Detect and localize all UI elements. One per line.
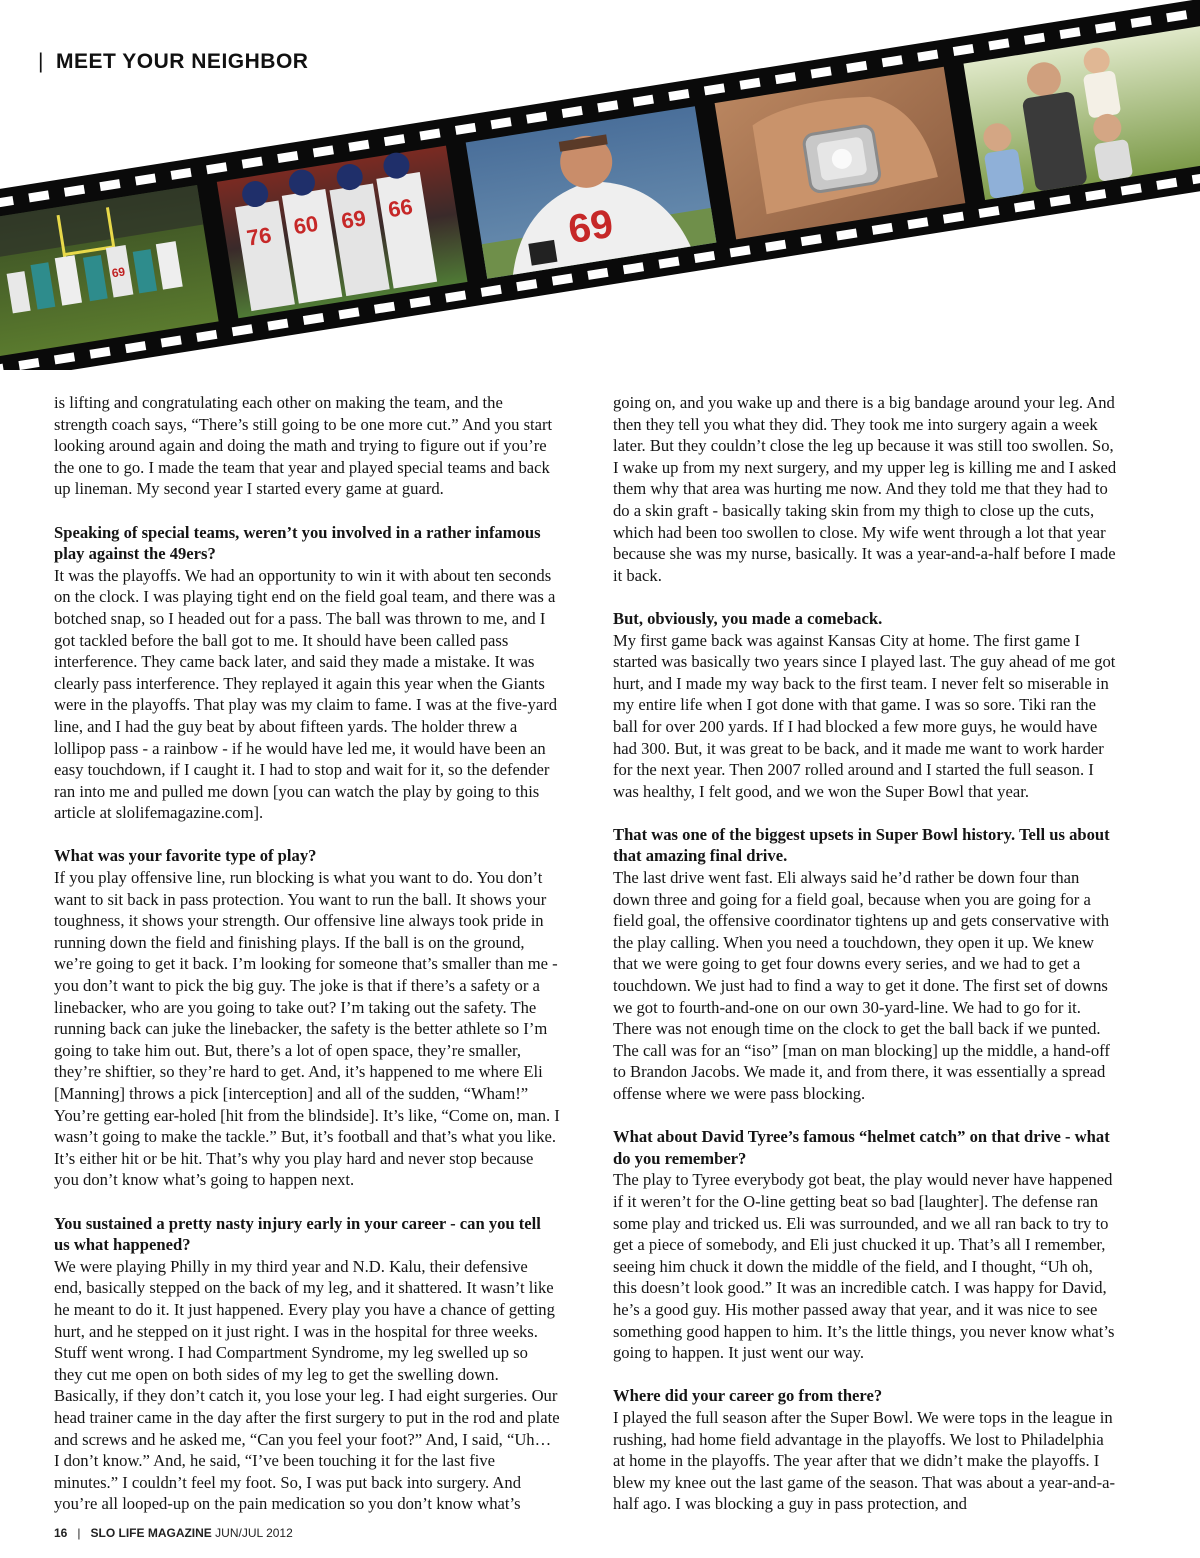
interview-exchange bbox=[613, 1126, 1119, 1364]
interview-answer: The play to Tyree everybody got beat, the play would never have happened if it weren’t for the O-line getting beat so bad [laughter]. The defense ran some play and tricked us. Eli was surrounded, and we all ran back to try to get a piece of somebody, and Eli just chucked it up. That’s all I remember, seeing him chuck it down the middle of the field, and I thought, “Uh oh, this doesn’t look good.” It was an incredible catch. I was happy for David, he’s a good guy. His mother passed away that year, and it was nice to see something good happen to him. It’s the little things, you never know what’s going to happen. It just went our way. bbox=[613, 1170, 1115, 1363]
magazine-name: SLO LIFE MAGAZINE bbox=[90, 1526, 212, 1540]
svg-text:69: 69 bbox=[110, 264, 127, 281]
interview-question: You sustained a pretty nasty injury early in your career - can you tell us what happened? bbox=[54, 1213, 541, 1255]
svg-text:66: 66 bbox=[386, 193, 415, 223]
interview-exchange bbox=[54, 392, 560, 500]
interview-answer: The last drive went fast. Eli always said he’d rather be down four than down three and going for a field goal, because when you are going for a field goal, the offensive coordinator tightens up and gets conservative with the play calling. When you need a touchdown, they open it up. We knew that we were going to get four downs every series, and we had to get a touchdown. We just had to find a way to get it done. The first set of downs we got to fourth-and-one on our own 30-yard-line. We had to go for it. There was not enough time on the clock to get the ball back if we punted. The call was for an “iso” [man on man blocking] up the middle, a hand-off to Brandon Jacobs. We made it, and from there, it was essentially a spread offense where we were pass blocking. bbox=[613, 868, 1110, 1103]
interview-answer: I played the full season after the Super Bowl. We were tops in the league in rushing, had home field advantage in the playoffs. We lost to Philadelphia at home in the playoffs. The year after that we didn’t make the playoffs. I blew my knee out the last game of the season. That was about a year-and-a-half ago. I was blocking a guy in pass protection, and bbox=[613, 1407, 1116, 1514]
issue-date: JUN/JUL 2012 bbox=[215, 1526, 293, 1540]
filmstrip bbox=[0, 0, 1200, 370]
interview-question: What was your favorite type of play? bbox=[54, 846, 317, 866]
interview-question: What about David Tyree’s famous “helmet catch” on that drive - what do you remember? bbox=[613, 1127, 1110, 1168]
right-column bbox=[613, 392, 1119, 1536]
interview-exchange bbox=[613, 392, 1119, 586]
section-title: MEET YOUR NEIGHBOR bbox=[55, 50, 309, 73]
left-column bbox=[54, 392, 560, 1536]
interview-answer: We were playing Philly in my third year and N.D. Kalu, their defensive end, basically stepped on the back of my leg, and it shattered. It wasn’t like he meant to do it. It just happened. Every play you have a chance of getting hurt, and he stepped on it just right. I was in the hospital for three weeks. Stuff went wrong. I had Compartment Syndrome, my leg swelled up so they cut me open on both sides of my leg to get the swelling down. Basically, if they don’t catch it, you lose your leg. I had eight surgeries. Our head trainer came in the day after the first surgery to put in the rod and plate and screws and he asked me, “Can you feel your foot?” And, I said, “Uh… I don’t know.” And, he said, “I’ve been touching it for the last five minutes.” I couldn’t feel my foot. So, I was put back into surgery. And you’re all looped-up on the pain medication so you don’t know what’s bbox=[54, 1256, 560, 1514]
interview-answer: is lifting and congratulating each other on making the team, and the strength coach says, “There’s still going to be one more cut.” And you start looking around again and doing the math and trying to figure out if you’re the one to go. I made the team that year and played special teams and back up lineman. My second year I started every game at guard. bbox=[54, 393, 553, 499]
interview-exchange bbox=[613, 824, 1119, 1105]
svg-text:69: 69 bbox=[339, 205, 368, 234]
interview-exchange bbox=[54, 522, 560, 824]
interview-answer: If you play offensive line, run blocking is what you want to do. You don’t want to sit back in pass protection. You want to run the ball. It shows your toughness, it shows your strength. Our offensive line always took pride in running down the field and finishing plays. If the ball is on the ground, we’re going to get it back. I’m looking for someone that’s smaller than me - you don’t want to pick the big guy. The joke is that if there’s a safety or a linebacker, who are you going to take out? I’m taking out the safety. The running back can juke the linebacker, the safety is the better athlete so I’m going to take him out. But, there’s a lot of open space, they’re smaller, they’re shiftier, so they’re hard to get. And, it’s happened to me where Eli [Manning] throws a pick [interception] and all of the sudden, “Wham!” You’re getting ear-holed [hit from the blindside]. It’s like, “Come on, man. I wasn’t going to make the tackle.” But, it’s football and that’s what you like. It’s either hit or be hit. That’s why you play hard and never stop because you don’t know what’s going to happen next. bbox=[54, 868, 560, 1190]
page-footer: 16 | SLO LIFE MAGAZINE JUN/JUL 2012 bbox=[54, 1526, 293, 1540]
svg-text:60: 60 bbox=[291, 210, 320, 240]
svg-text:69: 69 bbox=[565, 201, 617, 253]
interview-answer: It was the playoffs. We had an opportunity to win it with about ten seconds on the clock. I was playing tight end on the field goal team, and there was a botched snap, so I headed out for a pass. The ball was thrown to me, and I got tackled before the ball got to me. It should have been called pass interference. They came back later, and said they made a mistake. It was clearly pass interference. They replayed it again this year when the Giants were in the playoffs. That play was my claim to fame. I was at the five-yard line, and I had the guy beat by about fifteen yards. The holder threw a lollipop pass - a rainbow - if he would have led me, it would have been an easy touchdown, if I caught it. I had to stop and wait for it, so the defender ran into me and pulled me down [you can watch the play by going to this article at slolifemagazine.com]. bbox=[54, 565, 558, 823]
interview-exchange bbox=[613, 608, 1119, 802]
page-number: 16 bbox=[54, 1526, 68, 1540]
interview-exchange bbox=[54, 845, 560, 1191]
section-label: | MEET YOUR NEIGHBOR bbox=[38, 50, 309, 73]
interview-exchange bbox=[54, 1213, 560, 1515]
interview-question: But, obviously, you made a comeback. bbox=[613, 608, 883, 628]
interview-question: Where did your career go from there? bbox=[613, 1386, 883, 1406]
interview-question: That was one of the biggest upsets in Super Bowl history. Tell us about that amazing final drive. bbox=[613, 824, 1110, 866]
interview-answer: My first game back was against Kansas City at home. The first game I started was basically two years since I played last. The guy ahead of me got hurt, and I made my way back to the first team. I never felt so miserable in my entire life when I got done with that game. I was so sore. Tiki ran the ball for over 200 yards. If I had blocked a few more guys, he would have had 300. But, it was great to be back, and it made me want to work harder for the next year. Then 2007 rolled around and I started the full season. I was healthy, I felt good, and we won the Super Bowl that year. bbox=[613, 630, 1116, 801]
svg-text:76: 76 bbox=[245, 222, 274, 251]
interview-exchange bbox=[613, 1385, 1119, 1515]
interview-answer: going on, and you wake up and there is a big bandage around your leg. And then they tell you what they did. They took me into surgery again a week later. But they couldn’t close the leg up because it was still too swollen. So, I wake up from my next surgery, and my upper leg is killing me and I asked them why that area was hurting me now. And they told me that they had to do a skin graft - basically taking skin from my thigh to close up the cuts, which had been too swollen to close. My wife went through a lot that year because she was my nurse, basically. It was a year-and-a-half before I made it back. bbox=[613, 393, 1117, 585]
interview-question: Speaking of special teams, weren’t you involved in a rather infamous play against the 49ers? bbox=[54, 522, 541, 564]
